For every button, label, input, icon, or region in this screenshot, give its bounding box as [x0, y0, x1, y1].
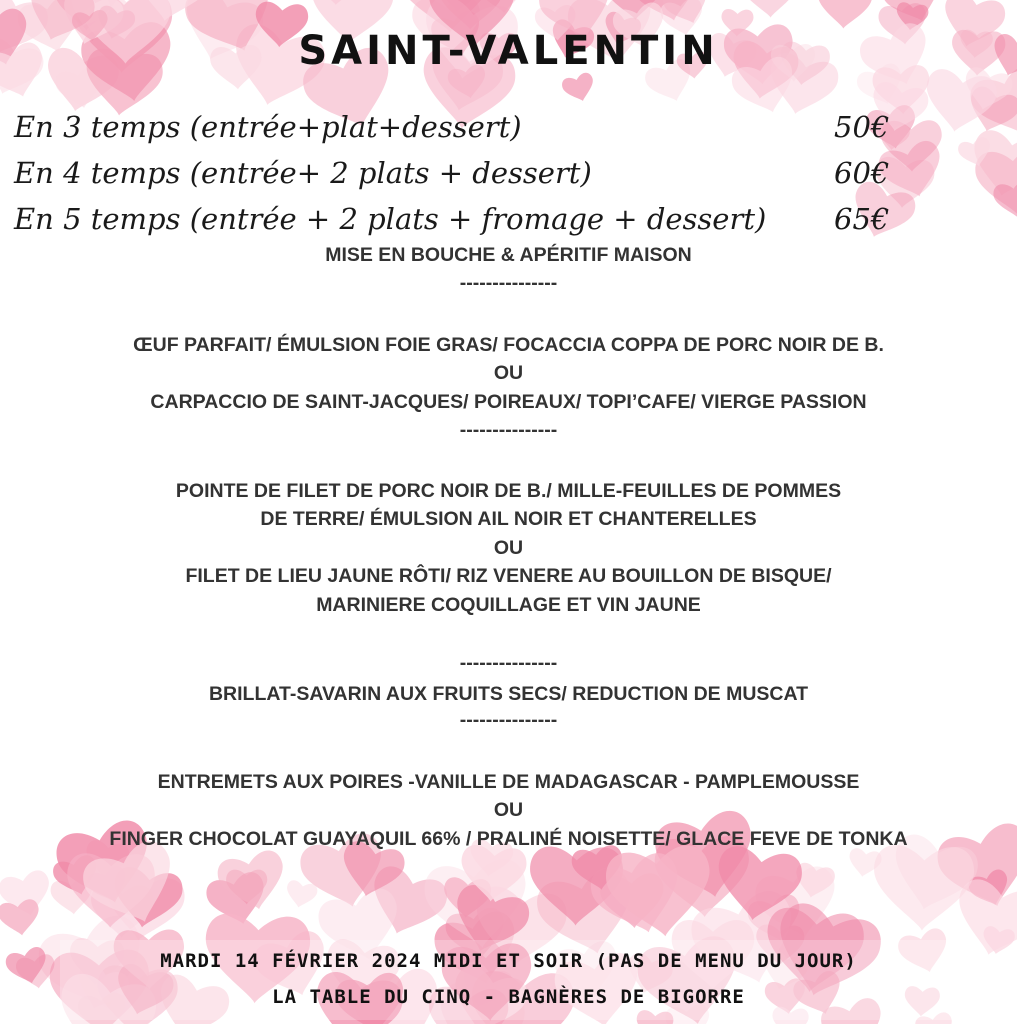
or-label: OU	[493, 537, 524, 559]
price-row-5-temps	[14, 196, 904, 242]
price-label: En 5 temps (entrée + 2 plats + fromage + dessert)	[14, 202, 767, 236]
main-option-1-line-2: DE TERRE/ ÉMULSION AIL NOIR ET CHANTERELLES	[260, 508, 757, 530]
separator: ---------------	[459, 272, 558, 294]
separator: ---------------	[459, 419, 558, 441]
price-row-3-temps	[14, 104, 904, 150]
separator: ---------------	[459, 709, 558, 731]
cheese-course: BRILLAT-SAVARIN AUX FRUITS SECS/ REDUCTION DE MUSCAT	[208, 683, 809, 705]
separator: ---------------	[459, 652, 558, 674]
price-list	[14, 104, 904, 242]
dessert-option-2: FINGER CHOCOLAT GUAYAQUIL 66% / PRALINÉ NOISETTE/ GLACE FEVE DE TONKA	[109, 828, 908, 850]
footer-date: MARDI 14 FÉVRIER 2024 MIDI ET SOIR (PAS DE MENU DU JOUR)	[160, 950, 857, 972]
price-amount: 50€	[834, 110, 890, 144]
price-amount: 65€	[834, 202, 890, 236]
starter-option-2: CARPACCIO DE SAINT-JACQUES/ POIREAUX/ TOPI’CAFE/ VIERGE PASSION	[150, 391, 867, 413]
price-label: En 4 temps (entrée+ 2 plats + dessert)	[14, 156, 592, 190]
price-amount: 60€	[834, 156, 890, 190]
price-label: En 3 temps (entrée+plat+dessert)	[14, 110, 522, 144]
or-label: OU	[493, 799, 524, 821]
main-option-2-line-1: FILET DE LIEU JAUNE RÔTI/ RIZ VENERE AU BOUILLON DE BISQUE/	[185, 565, 832, 587]
starter-option-1: ŒUF PARFAIT/ ÉMULSION FOIE GRAS/ FOCACCIA COPPA DE PORC NOIR DE B.	[133, 334, 884, 356]
main-option-2-line-2: MARINIERE COQUILLAGE ET VIN JAUNE	[316, 594, 701, 616]
aperitif-line: MISE EN BOUCHE & APÉRITIF MAISON	[325, 244, 692, 266]
price-row-4-temps	[14, 150, 904, 196]
dessert-option-1: ENTREMETS AUX POIRES -VANILLE DE MADAGASCAR - PAMPLEMOUSSE	[157, 771, 860, 793]
page-title: SAINT-VALENTIN	[298, 28, 719, 74]
main-option-1-line-1: POINTE DE FILET DE PORC NOIR DE B./ MILLE-FEUILLES DE POMMES	[175, 480, 842, 502]
or-label: OU	[493, 362, 524, 384]
footer-place: LA TABLE DU CINQ - BAGNÈRES DE BIGORRE	[272, 986, 745, 1008]
